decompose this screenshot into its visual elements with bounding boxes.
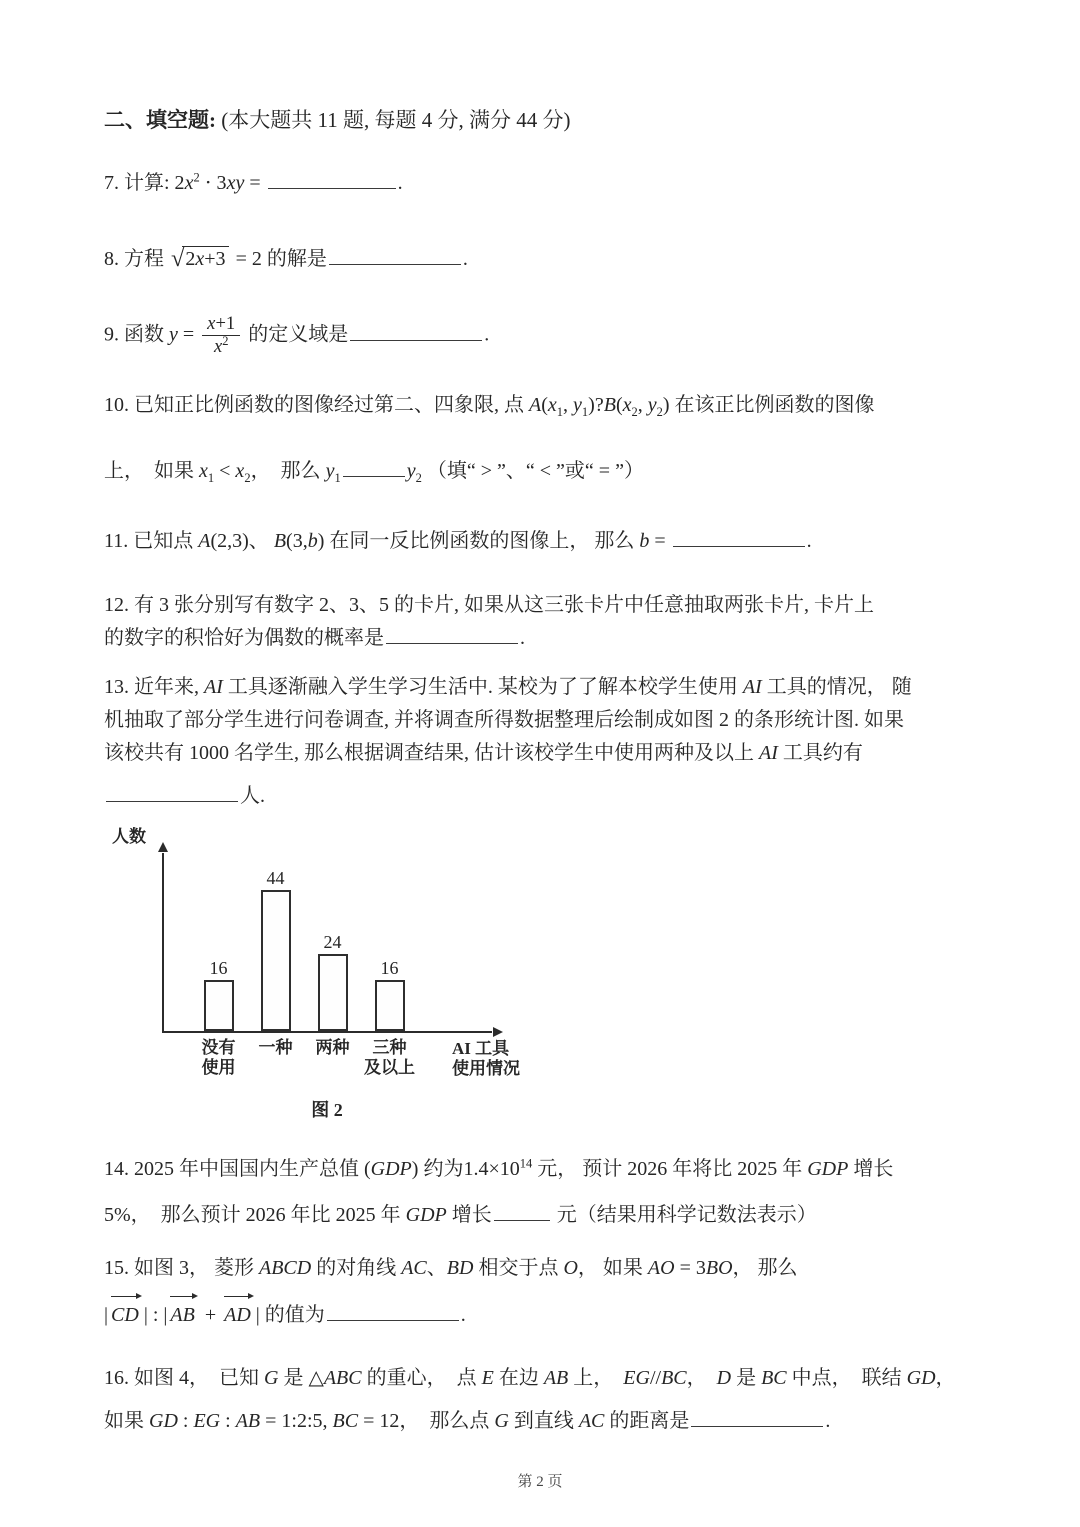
seg-vec: AD [223,1299,254,1332]
seg-math: AI [204,676,223,699]
seg-text: ， [686,1367,717,1390]
seg-math: x [622,394,632,417]
seg-vec: AB [169,1299,197,1332]
seg-math: b [639,530,650,553]
problem-8 [104,243,984,276]
bar [204,980,234,1031]
seg-text: 上， 如果 [104,460,199,483]
seg-sub: 2 [415,471,422,486]
seg-math: y [169,323,178,346]
problem-line [104,780,984,813]
seg-text: 、 [426,1257,447,1280]
seg-text: . [462,248,468,270]
seg-text: = 12， 那么点 [358,1410,495,1433]
problem-line [104,1252,984,1285]
chart-plot [112,827,492,1033]
seg-text: 的距离是 [604,1410,690,1433]
seg-text: 相交于点 [473,1257,564,1280]
bar-value-label: 16 [209,958,228,979]
answer-blank [691,1426,823,1427]
problem-line [104,1405,984,1438]
seg-sub: 1 [581,405,589,420]
seg-text: ( [541,394,548,417]
seg-sqrt: √ 2x+3 [171,246,229,271]
seg-text: , [637,394,648,417]
seg-text: 如果 [104,1410,149,1433]
answer-blank [329,264,461,265]
y-axis-label: 人数 [112,827,146,847]
seg-sup: 2 [222,333,229,348]
seg-math: O [563,1257,578,1280]
problem-11 [104,525,984,558]
seg-text: 15. 如图 3， 菱形 [104,1257,259,1280]
seg-text: (2,3)、 [210,530,274,553]
seg-text: : [177,1410,194,1433]
seg-text: (3, [286,530,308,553]
seg-math: xy [226,172,245,194]
seg-text: 7. 计算: 2 [104,172,185,194]
seg-math: x [213,336,223,358]
seg-text: = [177,323,200,346]
seg-sup: 14 [519,1156,533,1171]
x-axis-label-line: AI 工具 [452,1039,510,1059]
problem-line [104,455,984,488]
seg-text: + [199,1304,222,1327]
problem-line [104,1292,984,1332]
problem-14 [104,1153,984,1232]
problem-line [104,314,984,357]
seg-text: . [460,1304,466,1327]
problem-16 [104,1362,984,1438]
seg-text: ) 在同一反比例函数的图像上， 那么 [317,530,640,553]
seg-text: . [825,1410,831,1433]
seg-math: x [207,313,216,334]
bar-slot [247,868,304,1031]
bar-category-label: 两种 [315,1038,350,1058]
seg-text: )? [588,394,604,417]
seg-math: AC [578,1410,605,1433]
seg-frac [202,314,240,357]
seg-sub: 1 [556,405,564,420]
bar-category-label: 三种 及以上 [364,1038,415,1078]
x-axis-label [452,1039,520,1079]
seg-text: 9. 函数 [104,323,169,346]
seg-math: AB [543,1367,569,1390]
seg-text: 工具的情况， 随 [761,676,912,699]
seg-text: 10. 已知正比例函数的图像经过第二、四象限, 点 [104,394,529,417]
seg-text: 元， 预计 2026 年将比 2025 年 [532,1158,808,1181]
seg-text: ， 那么 [250,460,326,483]
seg-math: EG [623,1367,650,1390]
seg-math: AB [235,1410,261,1433]
answer-blank [386,643,518,644]
problem-line [104,622,984,655]
seg-text: 2 [185,248,196,270]
bar-value-label: 44 [266,868,285,889]
seg-text: +1 [215,313,236,334]
seg-math: y [325,460,335,483]
seg-text: | : | [143,1304,168,1327]
seg-sub: 2 [631,405,638,420]
seg-math: GD [149,1410,178,1433]
seg-math: AI [742,676,762,699]
answer-blank [327,1320,459,1321]
seg-text: 中点， 联结 [786,1367,907,1390]
seg-math: y [647,394,657,417]
seg-math: A [529,394,542,417]
seg-text: | 的值为 [255,1304,325,1327]
seg-text: 是 △ [278,1367,324,1390]
problem-line [104,1362,984,1395]
seg-text: +3 [204,248,226,270]
chart-bars [190,868,418,1031]
seg-text: 的对角线 [311,1257,402,1280]
answer-blank [343,476,405,477]
seg-math: G [494,1410,509,1433]
answer-blank [268,188,396,189]
seg-text: = 3 [674,1257,706,1280]
seg-sub: 1 [207,471,215,486]
section-header [104,104,984,137]
seg-math: E [481,1367,494,1390]
seg-text: 该校共有 1000 名学生, 那么根据调查结果, 估计该校学生中使用两种及以上 [104,742,759,765]
seg-text: 上， [568,1367,624,1390]
x-axis [162,1031,492,1033]
seg-vec: CD [110,1299,142,1332]
section-title: 二、填空题: [104,108,216,132]
seg-text: 工具约有 [777,742,863,765]
problem-line [104,1199,984,1232]
problem-line [104,243,984,276]
seg-text: = [244,172,266,194]
seg-math: x [199,460,208,483]
bar-slot [190,958,247,1031]
seg-text: ( [615,394,623,417]
seg-text: 13. 近年来, [104,676,204,699]
bar-category-label: 没有 使用 [201,1038,236,1078]
seg-text: // [649,1367,662,1390]
seg-sub: 2 [656,405,663,420]
seg-math: GDP [370,1158,412,1181]
y-axis [162,853,164,1033]
seg-math: B [273,530,287,553]
seg-text: 16. 如图 4， 已知 [104,1367,264,1390]
bar-value-label: 16 [380,958,399,979]
seg-text: ) 在该正比例函数的图像 [662,394,875,417]
chart-caption: 图 2 [311,1100,343,1121]
seg-text: | [104,1304,109,1327]
seg-text: . [520,627,525,650]
seg-text: ， [935,1367,956,1390]
bar [318,954,348,1031]
seg-math: GD [906,1367,936,1390]
answer-blank [494,1220,550,1221]
seg-text: 机抽取了部分学生进行问卷调查, 并将调查所得数据整理后绘制成如图 2 的条形统计图. 如果 [104,709,904,732]
bar-slot [304,932,361,1031]
seg-sub: 1 [334,471,341,486]
bar [261,890,291,1031]
seg-text: 工具逐渐融入学生学习生活中. 某校为了了解本校学生使用 [222,676,743,699]
seg-text: 元（结果用科学记数法表示） [551,1204,817,1227]
problem-line [104,389,984,422]
seg-text: 5%， 那么预计 2026 年比 2025 年 [104,1204,406,1227]
seg-math: A [198,530,211,553]
problem-line [104,671,984,704]
seg-text: 增长 [446,1204,492,1227]
seg-math: ABCD [259,1257,312,1280]
seg-text: = 1:2:5, [260,1410,333,1433]
seg-text: （填“ > ”、“ < ”或“ = ”） [421,460,644,483]
seg-text: : [220,1410,236,1433]
seg-math: BC [332,1410,359,1433]
seg-math: EG [193,1410,221,1433]
seg-math: AC [401,1257,427,1280]
seg-math: GDP [405,1204,447,1227]
seg-text: ⋅ 3 [199,172,227,194]
bar-value-label: 24 [323,932,342,953]
seg-text: ， 那么 [732,1257,798,1280]
seg-text: 增长 [848,1158,894,1181]
problem-13 [104,671,984,813]
problem-line [104,167,984,200]
problem-9 [104,314,984,357]
problem-line [104,704,984,737]
seg-text: 12. 有 3 张分别写有数字 2、3、5 的卡片, 如果从这三张卡片中任意抽取两张卡片, 卡片上 [104,594,874,617]
problem-10 [104,389,984,488]
seg-text: 是 [731,1367,762,1390]
problem-line [104,589,984,622]
seg-math: BO [705,1257,733,1280]
seg-text: < [214,460,236,483]
seg-math: x [547,394,557,417]
seg-text: = 2 的解是 [230,248,327,270]
seg-text: 的数字的积恰好为偶数的概率是 [104,627,384,650]
seg-text: ) 约为1.4×10 [411,1158,520,1181]
seg-math: x [195,248,205,270]
seg-math: GDP [807,1158,849,1181]
bar-slot [361,958,418,1031]
seg-math: AO [647,1257,675,1280]
seg-sup: 2 [193,170,200,185]
seg-text: 到直线 [508,1410,579,1433]
page-number: 第 2 页 [517,1474,563,1490]
bar-chart [112,827,622,1127]
seg-math: AI [759,742,778,765]
section-subtitle: (本大题共 11 题, 每题 4 分, 满分 44 分) [216,108,571,132]
problem-line [104,737,984,770]
problem-7 [104,167,984,200]
seg-text: . [397,172,403,194]
seg-text: . [806,530,812,553]
bar [375,980,405,1031]
seg-math: B [603,394,616,417]
seg-math: y [406,460,416,483]
seg-text: 8. 方程 [104,248,169,270]
seg-math: ABC [323,1367,362,1390]
seg-sub: 2 [244,471,251,486]
bar-category-label: 一种 [258,1038,293,1058]
seg-text: = [649,530,671,553]
x-axis-label-line: 使用情况 [452,1059,520,1079]
seg-text: 的重心， 点 [361,1367,482,1390]
problem-line [104,525,984,558]
seg-text: 在边 [493,1367,544,1390]
problem-12 [104,589,984,655]
seg-text: 14. 2025 年中国国内生产总值 ( [104,1158,371,1181]
seg-text: 人. [240,785,265,808]
answer-blank [350,340,482,341]
seg-math: G [264,1367,279,1390]
seg-math: D [716,1367,732,1390]
seg-text: , [563,394,574,417]
problem-15 [104,1252,984,1332]
seg-text: 的定义域是 [243,323,349,346]
seg-text: ， 如果 [577,1257,648,1280]
seg-math: BD [446,1257,474,1280]
seg-text: . [484,323,490,346]
seg-math: x [235,460,245,483]
problem-line [104,1153,984,1186]
answer-blank [673,546,805,547]
seg-math: b [307,530,318,553]
answer-blank [106,801,238,802]
seg-text: 11. 已知点 [104,530,199,553]
seg-math: BC [661,1367,687,1390]
seg-math: x [184,172,194,194]
seg-math: BC [761,1367,787,1390]
seg-math: y [573,394,582,417]
